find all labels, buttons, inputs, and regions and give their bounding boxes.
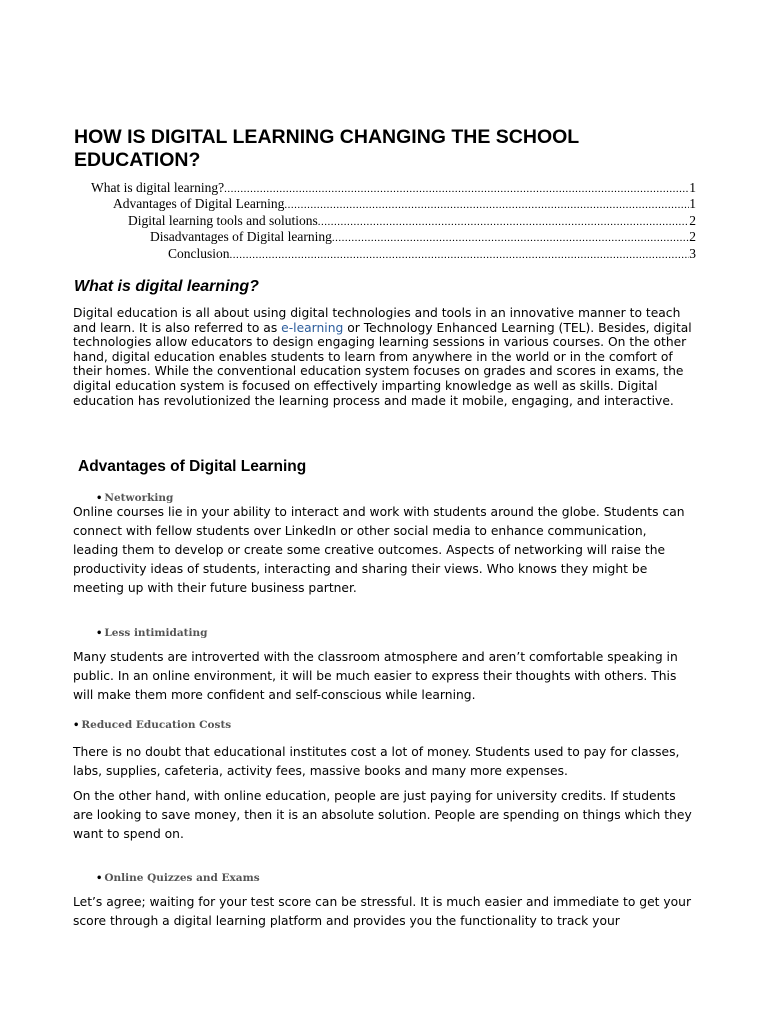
toc-entry-disadvantages[interactable] [150, 229, 696, 245]
toc-entry-page: 3 [689, 246, 696, 261]
toc-entry-label: Advantages of Digital Learning [113, 196, 285, 211]
toc-dot-leader [230, 247, 690, 263]
toc-entry-page: 1 [689, 180, 696, 195]
paragraph-less-intimidating: Many students are introverted with the classroom atmosphere and aren’t comfortable speaking in public. In an online environment, it will be much easier to express their thoughts with others. This will make them more confident and self-conscious while learning. [73, 650, 678, 702]
bullet-icon: • [96, 493, 103, 504]
subheading-reduced-education-costs [73, 719, 231, 732]
toc-entry-advantages[interactable] [113, 196, 696, 212]
bullet-icon: • [96, 873, 103, 884]
paragraph-networking: Online courses lie in your ability to interact and work with students around the globe. Students can connect with fellow students over LinkedIn or other social media to enhance communication, leading them to develop or create some creative outcomes. Aspects of networking will raise the productivity ideas of students, interacting and sharing their views. Who knows they might be meeting up with their future business partner. [73, 505, 685, 595]
toc-entry-conclusion[interactable] [168, 246, 696, 262]
subheading-label: Less intimidating [104, 627, 208, 639]
paragraph-reduced-costs-2: On the other hand, with online education, people are just paying for university credits. If students are looking to save money, then it is an absolute solution. People are spending on things which they want to spend on. [73, 789, 692, 841]
e-learning-link[interactable]: e-learning [281, 320, 344, 335]
toc-entry-label: Conclusion [168, 246, 230, 261]
document-title: HOW IS DIGITAL LEARNING CHANGING THE SCHOOL EDUCATION? [74, 126, 579, 171]
toc-dot-leader [224, 181, 689, 197]
toc-entry-tools-and-solutions[interactable] [128, 213, 696, 229]
toc-dot-leader [284, 197, 689, 213]
subheading-less-intimidating [96, 627, 207, 640]
paragraph-text: or Technology Enhanced Learning (TEL). Besides, digital technologies allow educators to design engaging learning sessions in various courses. On the other hand, digital education enables students to learn from anywhere in the world or in the comfort of their homes. While the conventional education system focuses on grades and scores in exams, the digital education system is focused on effectively imparting knowledge as well as skills. Digital education has revolutionized the learning process and made it mobile, engaging, and interactive. [73, 320, 692, 408]
section-heading-advantages: Advantages of Digital Learning [78, 458, 307, 475]
section-paragraph-what-is-digital-learning [73, 306, 695, 408]
paragraph-text: Digital education is all about using digital technologies and tools in an innovative manner to teach and learn. It is also referred to as [73, 306, 681, 335]
toc-entry-page: 1 [689, 196, 696, 211]
subheading-label: Networking [104, 492, 174, 504]
toc-entry-label: Digital learning tools and solutions [128, 213, 318, 228]
subheading-online-quizzes [96, 872, 260, 885]
toc-entry-page: 2 [689, 213, 696, 228]
toc-entry-what-is-digital-learning[interactable] [91, 180, 696, 196]
toc-dot-leader [332, 230, 689, 246]
bullet-icon: • [73, 720, 80, 731]
subheading-label: Reduced Education Costs [81, 719, 232, 731]
bullet-icon: • [96, 628, 103, 639]
toc-entry-page: 2 [689, 229, 696, 244]
toc-entry-label: Disadvantages of Digital learning [150, 229, 332, 244]
section-heading-what-is-digital-learning: What is digital learning? [74, 278, 259, 295]
subheading-label: Online Quizzes and Exams [104, 872, 260, 884]
paragraph-reduced-costs-1: There is no doubt that educational institutes cost a lot of money. Students used to pay for classes, labs, supplies, cafeteria, activity fees, massive books and many more expenses. [73, 745, 680, 778]
toc-dot-leader [318, 214, 690, 230]
paragraph-online-quizzes: Let’s agree; waiting for your test score can be stressful. It is much easier and immediate to get your score through a digital learning platform and provides you the functionality to track your [73, 895, 692, 928]
toc-entry-label: What is digital learning? [91, 180, 225, 195]
